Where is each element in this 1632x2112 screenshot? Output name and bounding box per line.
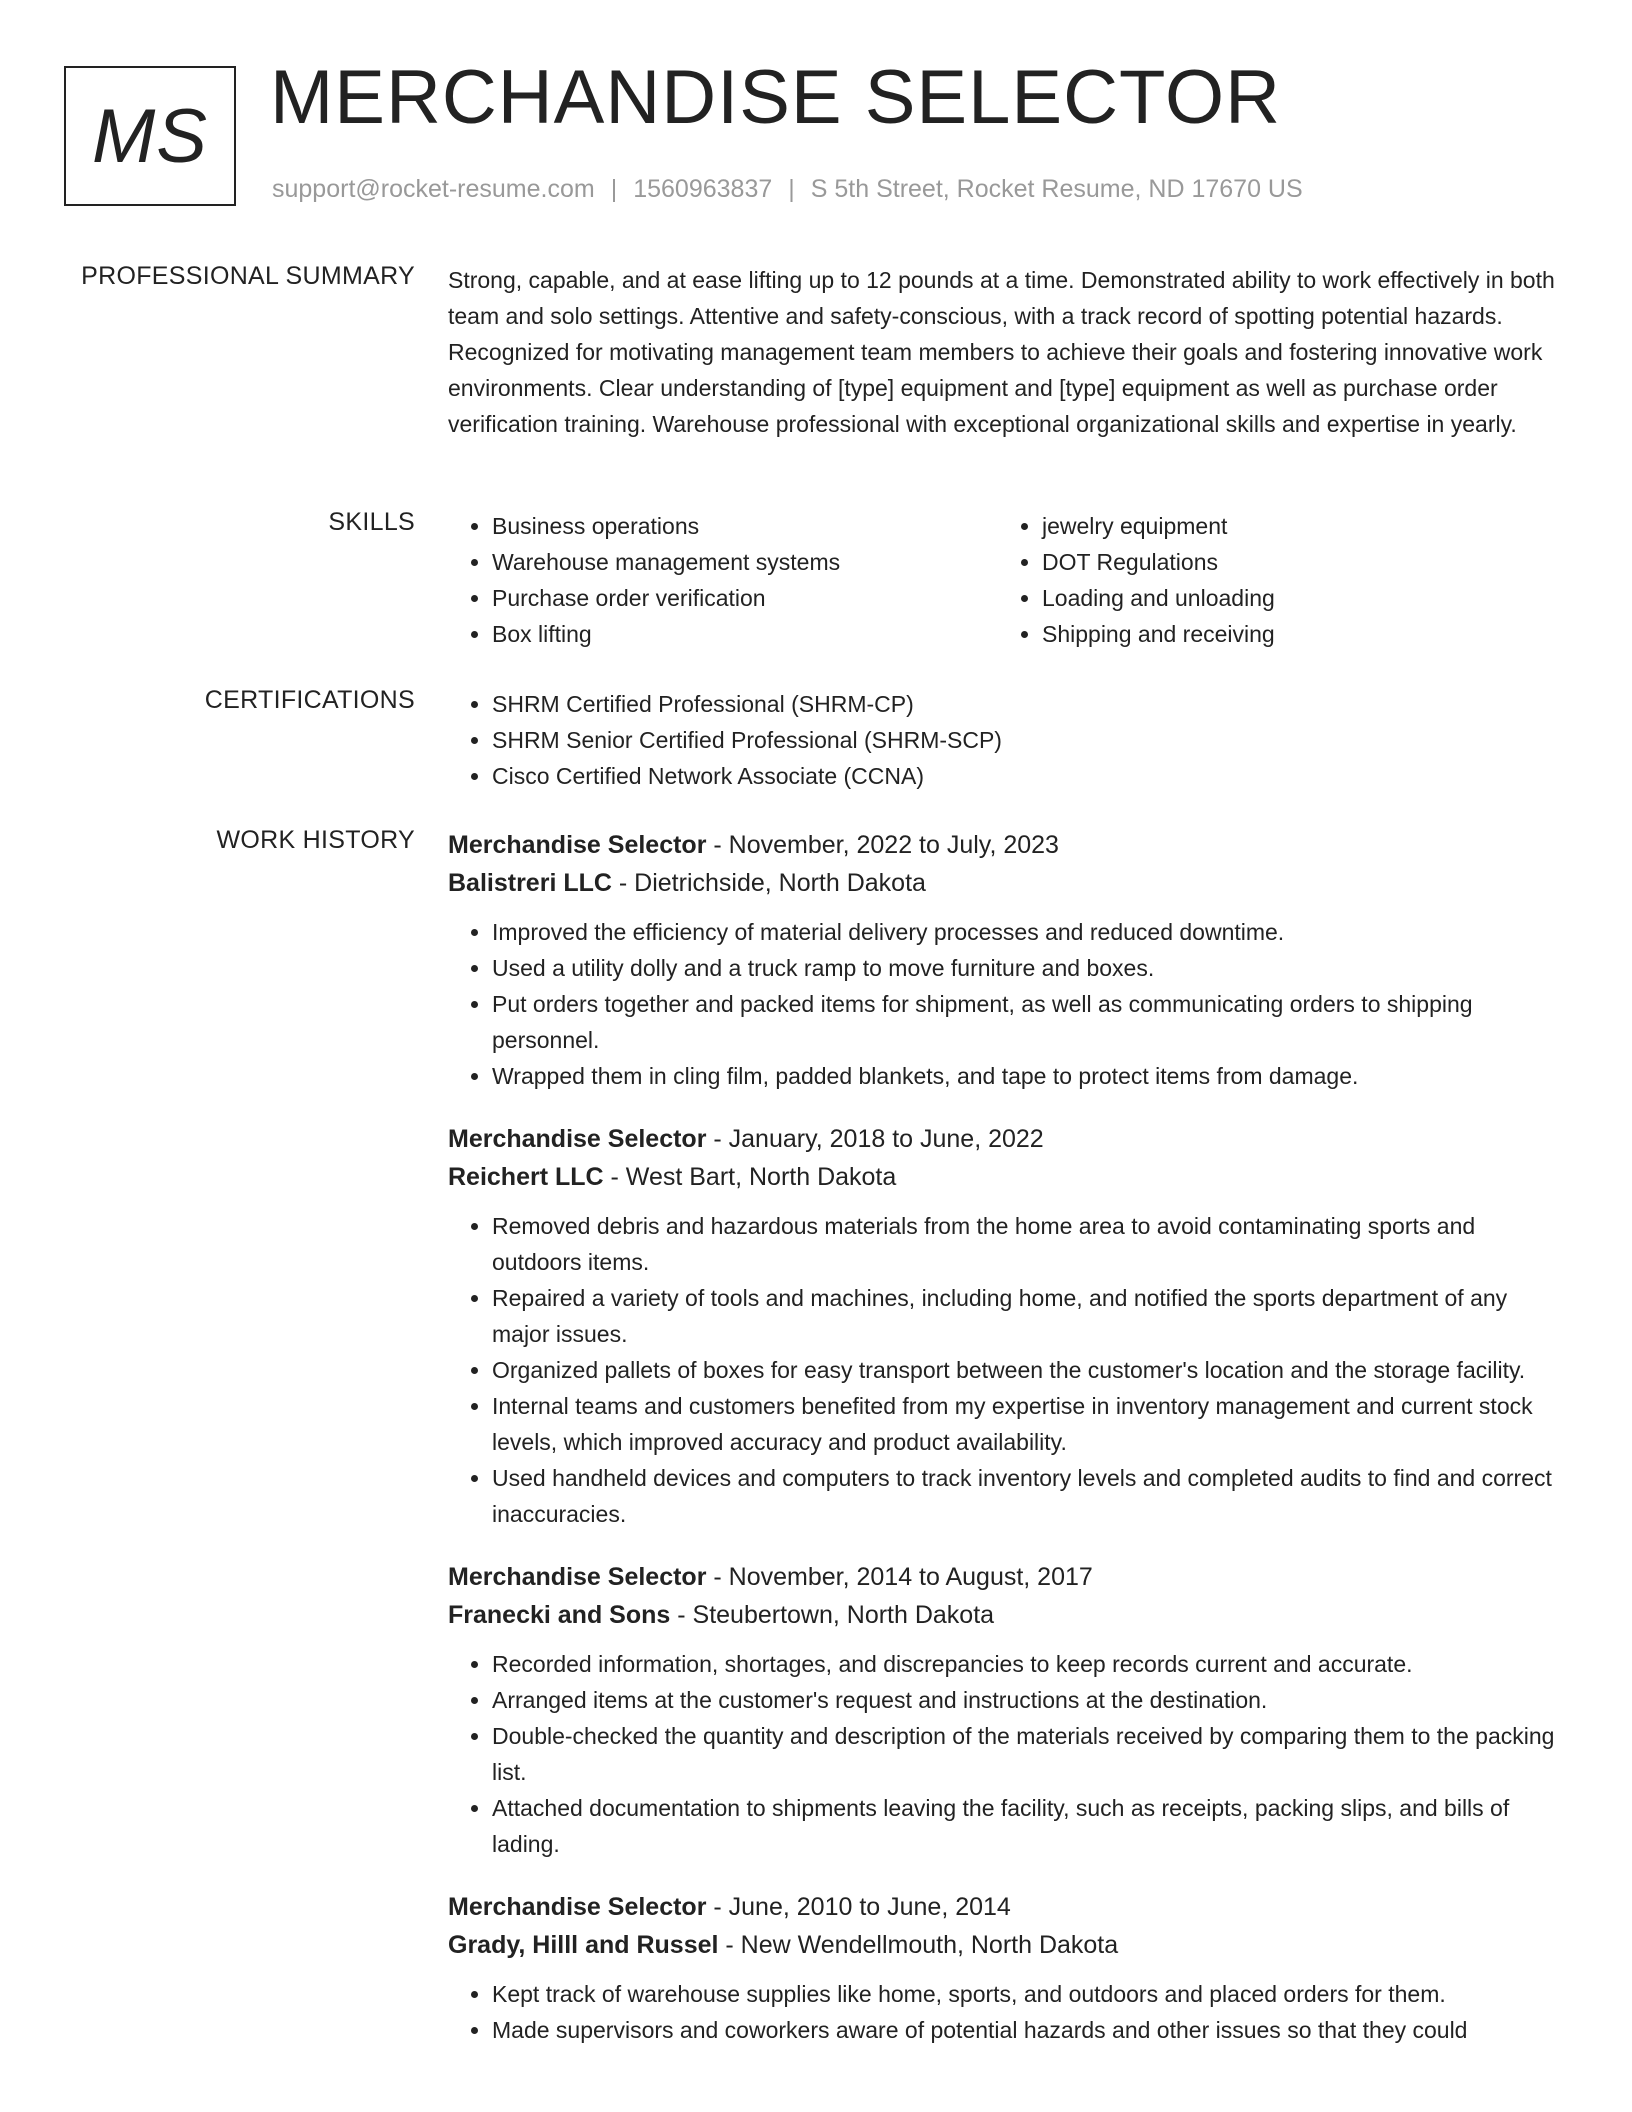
job-duty: • Made supervisors and coworkers aware of potential hazards and other issues so that they could (492, 2012, 1568, 2048)
job-location: - Dietrichside, North Dakota (611, 869, 926, 897)
monogram-box (64, 66, 236, 206)
job-dates: - November, 2022 to July, 2023 (706, 831, 1059, 859)
contact-phone[interactable]: 1560963837 (633, 175, 773, 203)
job-duties (448, 1976, 1568, 2048)
job-location: - New Wendellmouth, North Dakota (718, 1931, 1119, 1959)
job-title-line (448, 826, 1568, 864)
contact-address: S 5th Street, Rocket Resume, ND 17670 US (810, 175, 1303, 203)
job-dates: - November, 2014 to August, 2017 (706, 1563, 1093, 1591)
job-company: Balistreri LLC (448, 869, 612, 897)
section-heading-skills: SKILLS (328, 508, 415, 536)
job-company: Reichert LLC (448, 1163, 604, 1191)
job-dates: - June, 2010 to June, 2014 (706, 1893, 1011, 1921)
job-company-line (448, 1596, 1568, 1634)
job-duty: • Used handheld devices and computers to track inventory levels and completed audits to find and correct inaccuracies. (492, 1460, 1568, 1532)
skill-item: • Shipping and receiving (1042, 616, 1548, 652)
job-company: Franecki and Sons (448, 1601, 671, 1629)
skill-item: • Business operations (492, 508, 998, 544)
job-title-line (448, 1558, 1568, 1596)
job-entry (448, 1888, 1568, 2048)
job-duty: • Repaired a variety of tools and machines, including home, and notified the sports department of any major issues. (492, 1280, 1568, 1352)
section-heading-work-history: WORK HISTORY (216, 826, 415, 854)
section-heading-summary: PROFESSIONAL SUMMARY (81, 262, 415, 290)
skills-list-right (998, 508, 1548, 652)
monogram-initials: MS (92, 93, 208, 179)
certifications-list (448, 686, 1568, 794)
job-duty: • Internal teams and customers benefited from my expertise in inventory management and current stock levels, which improved accuracy and product availability. (492, 1388, 1568, 1460)
job-duty: • Recorded information, shortages, and discrepancies to keep records current and accurate. (492, 1646, 1568, 1682)
summary-text: Strong, capable, and at ease lifting up to 12 pounds at a time. Demonstrated ability to work effectively in both team and solo settings. Attentive and safety-conscious, with a track record of spotting potential hazards. Recognized for motivating management team members to achieve their goals and fostering innovative work environments. Clear understanding of [type] equipment and [type] equipment as well as purchase order verification training. Warehouse professional with exceptional organizational skills and expertise in yearly. (448, 267, 1555, 437)
job-title: Merchandise Selector (448, 1125, 707, 1153)
job-location: - West Bart, North Dakota (603, 1163, 897, 1191)
skill-item: • Loading and unloading (1042, 580, 1548, 616)
job-title-line (448, 1888, 1568, 1926)
job-duties (448, 914, 1568, 1094)
job-entry (448, 1120, 1568, 1532)
job-dates: - January, 2018 to June, 2022 (706, 1125, 1044, 1153)
job-duties (448, 1646, 1568, 1862)
job-title: Merchandise Selector (448, 831, 707, 859)
skill-item: • jewelry equipment (1042, 508, 1548, 544)
job-duty: • Arranged items at the customer's request and instructions at the destination. (492, 1682, 1568, 1718)
section-heading-certifications: CERTIFICATIONS (204, 686, 415, 714)
certification-item: • SHRM Certified Professional (SHRM-CP) (492, 686, 1568, 722)
skills-list-left (448, 508, 998, 652)
job-duty: • Attached documentation to shipments leaving the facility, such as receipts, packing slips, and bills of lading. (492, 1790, 1568, 1862)
contact-line (272, 175, 1303, 204)
job-duty: • Improved the efficiency of material delivery processes and reduced downtime. (492, 914, 1568, 950)
skill-item: • Purchase order verification (492, 580, 998, 616)
certification-item: • SHRM Senior Certified Professional (SHRM-SCP) (492, 722, 1568, 758)
job-duty: • Wrapped them in cling film, padded blankets, and tape to protect items from damage. (492, 1058, 1568, 1094)
candidate-name: MERCHANDISE SELECTOR (270, 55, 1282, 140)
job-duty: • Double-checked the quantity and description of the materials received by comparing them to the packing list. (492, 1718, 1568, 1790)
skill-item: • Box lifting (492, 616, 998, 652)
job-entry (448, 826, 1568, 1094)
job-company-line (448, 1926, 1568, 1964)
job-duties (448, 1208, 1568, 1532)
job-duty: • Organized pallets of boxes for easy transport between the customer's location and the storage facility. (492, 1352, 1568, 1388)
job-title: Merchandise Selector (448, 1563, 707, 1591)
contact-email[interactable]: support@rocket-resume.com (272, 175, 595, 203)
job-title: Merchandise Selector (448, 1893, 707, 1921)
job-duty: • Kept track of warehouse supplies like home, sports, and outdoors and placed orders for them. (492, 1976, 1568, 2012)
skill-item: • DOT Regulations (1042, 544, 1548, 580)
job-entry (448, 1558, 1568, 1862)
job-location: - Steubertown, North Dakota (670, 1601, 995, 1629)
job-company: Grady, Hilll and Russel (448, 1931, 719, 1959)
job-duty: • Used a utility dolly and a truck ramp to move furniture and boxes. (492, 950, 1568, 986)
job-duty: • Removed debris and hazardous materials from the home area to avoid contaminating sports and outdoors items. (492, 1208, 1568, 1280)
contact-separator: | (610, 175, 618, 203)
job-duty: • Put orders together and packed items for shipment, as well as communicating orders to shipping personnel. (492, 986, 1568, 1058)
skill-item: • Warehouse management systems (492, 544, 998, 580)
job-company-line (448, 864, 1568, 902)
certification-item: • Cisco Certified Network Associate (CCNA) (492, 758, 1568, 794)
contact-separator: | (788, 175, 795, 203)
job-title-line (448, 1120, 1568, 1158)
job-company-line (448, 1158, 1568, 1196)
